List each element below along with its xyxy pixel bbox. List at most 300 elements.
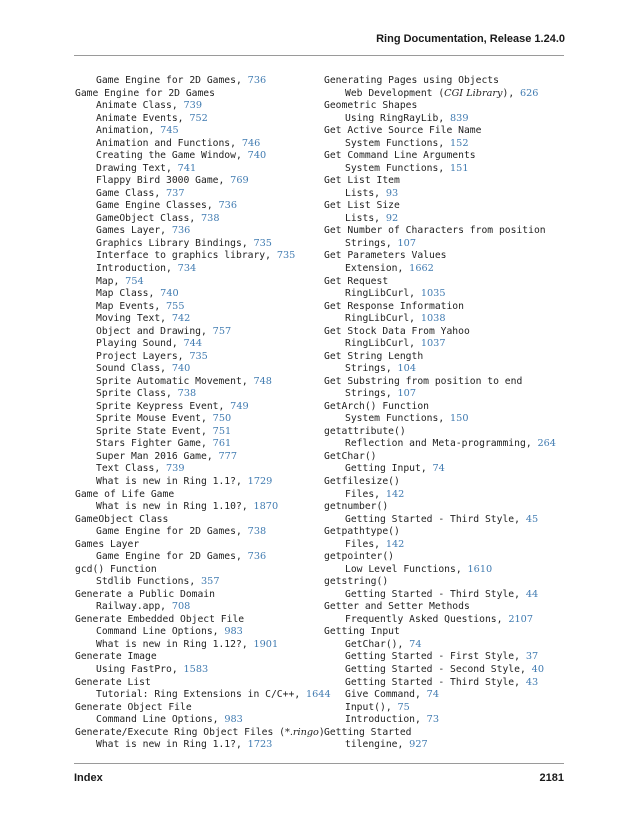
index-entry: [75, 589, 315, 602]
index-subentry: Tutorial: Ring Extensions in C/C++, 1644: [96, 689, 331, 701]
page-link[interactable]: 742: [171, 313, 191, 325]
entry-text: gcd() Function: [75, 563, 157, 575]
entry-text: Animation and Functions: [96, 137, 231, 149]
index-subentry: Lists, 92: [345, 212, 399, 224]
entry-text: Lists: [345, 187, 375, 199]
index-column-right: [324, 75, 569, 752]
index-subentry: Frequently Asked Questions, 2107: [345, 613, 533, 625]
entry-text: Games Layer: [96, 225, 161, 237]
entry-text: Strings: [345, 363, 386, 375]
index-entry: [324, 476, 569, 489]
entry-text: Get List Size: [324, 200, 400, 212]
entry-text: Get Response Information: [324, 300, 464, 312]
entry-text: What is new in Ring 1.1?: [96, 739, 236, 751]
page-link[interactable]: 107: [397, 388, 416, 400]
page-link[interactable]: 708: [171, 601, 191, 613]
index-column-left: [75, 75, 331, 752]
entry-text: Command Line Options: [96, 714, 213, 726]
index-subentry: Command Line Options, 983: [96, 714, 243, 726]
entry-text: Games Layer: [75, 538, 140, 550]
page-link[interactable]: 750: [212, 413, 232, 425]
index-subentry: Strings, 107: [345, 237, 416, 249]
footer-page-number: 2181: [539, 772, 564, 784]
entry-text: Tutorial: Ring Extensions in C/C++: [96, 689, 295, 701]
index-entry: [324, 225, 569, 238]
index-subentry: Using FastPro, 1583: [96, 663, 209, 675]
index-subentry: Object and Drawing, 757: [96, 325, 232, 337]
footer-section: Index: [74, 772, 103, 784]
index-subentry: Sound Class, 740: [96, 363, 191, 375]
index-subentry: Lists, 93: [345, 187, 399, 199]
index-subentry: Animate Events, 752: [96, 112, 208, 124]
entry-text: Getting Started - Third Style: [345, 676, 515, 688]
index-entry: [324, 451, 569, 464]
index-subentry: Railway.app, 708: [96, 601, 191, 613]
index-entry: [75, 539, 315, 552]
index-subentry: Sprite Automatic Movement, 748: [96, 375, 272, 387]
page-link[interactable]: 736: [171, 225, 191, 237]
entry-text: System Functions: [345, 413, 439, 425]
entry-text: Stars Fighter Game: [96, 438, 201, 450]
entry-text: Get Parameters Values: [324, 250, 447, 262]
index-subentry: Map, 754: [96, 275, 144, 287]
page-link[interactable]: 740: [160, 288, 179, 300]
index-entry: [324, 626, 569, 639]
entry-text: Playing Sound: [96, 338, 172, 350]
index-subentry: Sprite Class, 738: [96, 388, 197, 400]
page-link[interactable]: 751: [212, 425, 232, 437]
page-link[interactable]: 357: [201, 576, 220, 588]
page-link[interactable]: 749: [230, 400, 249, 412]
page-link[interactable]: 107: [397, 237, 416, 249]
entry-text: Get Active Source File Name: [324, 125, 482, 137]
index-entry: [75, 489, 315, 502]
entry-text: Sprite Automatic Movement: [96, 375, 242, 387]
entry-text: Animate Class: [96, 100, 172, 112]
index-subentry: Flappy Bird 3000 Game, 769: [96, 175, 249, 187]
index-subentry: Game Engine for 2D Games, 736: [96, 75, 267, 86]
entry-text: Geometric Shapes: [324, 100, 418, 112]
entry-text: Getting Started - First Style: [345, 651, 515, 663]
index-subentry: Creating the Game Window, 740: [96, 150, 267, 162]
page-link[interactable]: 1644: [305, 689, 331, 701]
index-entry: [324, 326, 569, 339]
index-subentry: Stdlib Functions, 357: [96, 576, 220, 588]
index-subentry: Animate Class, 739: [96, 100, 202, 112]
entry-text: Animate Events: [96, 112, 178, 124]
entry-text: Get Command Line Arguments: [324, 150, 476, 162]
index-subentry: What is new in Ring 1.12?, 1901: [96, 638, 279, 650]
index-subentry: Getting Started - First Style, 37: [345, 651, 539, 663]
index-entry: [324, 576, 569, 589]
index-subentry: Extension, 1662: [345, 262, 434, 274]
page-link[interactable]: 738: [201, 212, 220, 224]
page-link[interactable]: 777: [218, 450, 237, 462]
page-link[interactable]: 748: [253, 375, 272, 387]
page-link[interactable]: 1037: [420, 338, 446, 350]
page-link[interactable]: 737: [166, 187, 185, 199]
index-subentry: Animation and Functions, 746: [96, 137, 261, 149]
entry-text: Files: [345, 488, 375, 500]
entry-text: Generate/Execute Ring Object Files (: [75, 726, 285, 738]
entry-text: Interface to graphics library: [96, 250, 266, 262]
page-link[interactable]: 736: [247, 551, 267, 563]
index-subentry: RingLibCurl, 1037: [345, 338, 446, 350]
index-subentry: Sprite Mouse Event, 750: [96, 413, 232, 425]
entry-text: Extension: [345, 262, 398, 274]
index-subentry: Using RingRayLib, 839: [345, 112, 469, 124]
index-entry: [324, 501, 569, 514]
entry-text: getnumber(): [324, 501, 389, 513]
page-link[interactable]: 927: [409, 739, 428, 751]
index-subentry: GetChar(), 74: [345, 638, 422, 650]
page-link[interactable]: 75: [397, 701, 410, 713]
index-subentry: Getting Started - Third Style, 45: [345, 513, 539, 525]
page-link[interactable]: 1723: [247, 739, 273, 751]
page-link[interactable]: 735: [189, 350, 208, 362]
entry-text: Map Events: [96, 300, 155, 312]
page-link[interactable]: 74: [409, 638, 422, 650]
index-subentry: What is new in Ring 1.1?, 1729: [96, 476, 273, 487]
index-subentry: Animation, 745: [96, 125, 179, 137]
index-entry: [324, 150, 569, 163]
page-link[interactable]: 745: [160, 125, 179, 137]
entry-text: Getting Started: [324, 726, 412, 738]
entry-text: Getting Input: [345, 463, 421, 475]
entry-text: Get Request: [324, 275, 389, 287]
entry-text: RingLibCurl: [345, 338, 410, 350]
entry-text-tail: ): [502, 87, 509, 99]
index-entry: [75, 564, 315, 577]
page-link[interactable]: 839: [450, 112, 469, 124]
index-subentry: System Functions, 151: [345, 162, 469, 174]
entry-text: GetChar(): [345, 638, 398, 650]
index-subentry: Getting Input, 74: [345, 463, 445, 475]
page-link[interactable]: 740: [247, 150, 267, 162]
entry-text: Sprite State Event: [96, 425, 201, 437]
index-entry: [324, 526, 569, 539]
entry-text: Game Engine for 2D Games: [96, 551, 236, 563]
page-link[interactable]: 738: [247, 526, 267, 538]
page-link[interactable]: 734: [177, 262, 197, 274]
page-link[interactable]: 1038: [420, 313, 446, 325]
index-subentry: Command Line Options, 983: [96, 626, 243, 638]
page-link[interactable]: 983: [224, 714, 243, 726]
entry-text: Flappy Bird 3000 Game: [96, 175, 219, 187]
entry-text: Get Number of Characters from position: [324, 225, 546, 237]
index-entry: [324, 125, 569, 138]
entry-text: System Functions: [345, 137, 439, 149]
entry-text: Give Command: [345, 689, 415, 701]
index-subentry: Interface to graphics library, 735: [96, 250, 296, 262]
index-entry: [324, 175, 569, 188]
entry-text: Get List Item: [324, 175, 400, 187]
index-subentry: Files, 142: [345, 488, 405, 500]
page-link[interactable]: 735: [276, 250, 296, 262]
entry-text: getattribute(): [324, 425, 406, 437]
entry-text: Get Substring from position to end: [324, 375, 523, 387]
index-entry: [75, 651, 315, 664]
page-link[interactable]: 744: [183, 338, 202, 350]
entry-text: Moving Text: [96, 313, 161, 325]
page-link[interactable]: 769: [230, 175, 249, 187]
entry-text: RingLibCurl: [345, 313, 410, 325]
index-entry: [324, 551, 569, 564]
index-subentry: Games Layer, 736: [96, 225, 191, 237]
entry-text: Creating the Game Window: [96, 150, 236, 162]
page-link[interactable]: 1901: [253, 638, 279, 650]
footer-rule: [74, 763, 564, 764]
entry-text: Using RingRayLib: [345, 112, 439, 124]
page-link[interactable]: 74: [432, 463, 445, 475]
entry-text: Reflection and Meta-programming: [345, 438, 526, 450]
entry-text: Getting Started - Third Style: [345, 588, 515, 600]
entry-text: GetChar(): [324, 450, 377, 462]
entry-text: Game Engine Classes: [96, 200, 207, 212]
entry-text: Generate Image: [75, 651, 157, 663]
entry-text: Game Engine for 2D Games: [75, 87, 215, 99]
entry-text-tail: ): [318, 726, 325, 738]
index-subentry: Game Class, 737: [96, 187, 185, 199]
entry-text: Getfilesize(): [324, 476, 400, 487]
page-link[interactable]: 739: [166, 463, 185, 475]
entry-text: Game Engine for 2D Games: [96, 526, 236, 538]
page-link[interactable]: 37: [525, 651, 539, 663]
index-entry: [324, 727, 569, 740]
page-link[interactable]: 1610: [467, 563, 493, 575]
page-link[interactable]: 104: [397, 363, 416, 375]
entry-text: Web Development (: [345, 87, 445, 99]
index-subentry: Project Layers, 735: [96, 350, 208, 362]
entry-text: Project Layers: [96, 350, 178, 362]
entry-text: getstring(): [324, 576, 389, 588]
entry-text: Sprite Keypress Event: [96, 400, 219, 412]
index-entry: [324, 301, 569, 314]
entry-text: Graphics Library Bindings: [96, 237, 242, 249]
index-subentry: Stars Fighter Game, 761: [96, 438, 232, 450]
page-link[interactable]: 150: [450, 413, 469, 425]
page-link[interactable]: 74: [426, 689, 439, 701]
running-header: Ring Documentation, Release 1.24.0: [376, 33, 565, 45]
index-entry: [324, 426, 569, 439]
index-entry: [324, 601, 569, 614]
page-link[interactable]: 93: [385, 187, 399, 199]
index-subentry: Map Class, 740: [96, 288, 179, 300]
index-subentry: Introduction, 734: [96, 262, 197, 274]
entry-text: What is new in Ring 1.1?: [96, 476, 236, 487]
index-subentry: Game Engine Classes, 736: [96, 200, 237, 212]
entry-text: Frequently Asked Questions: [345, 613, 497, 625]
entry-text: Input(): [345, 701, 386, 713]
index-subentry: Text Class, 739: [96, 463, 185, 475]
entry-text: System Functions: [345, 162, 439, 174]
page-link[interactable]: 739: [183, 100, 202, 112]
entry-text: Low Level Functions: [345, 563, 456, 575]
index-entry: [75, 88, 315, 101]
page-link[interactable]: 736: [218, 200, 237, 212]
index-subentry: Graphics Library Bindings, 735: [96, 237, 272, 249]
entry-text: Generating Pages using Objects: [324, 75, 499, 86]
entry-text: What is new in Ring 1.10?: [96, 501, 242, 513]
entry-text: Game of Life Game: [75, 488, 175, 500]
index-subentry: Getting Started - Third Style, 43: [345, 676, 539, 688]
entry-text: Text Class: [96, 463, 155, 475]
page-link[interactable]: 1035: [420, 288, 446, 300]
entry-text: GetArch() Function: [324, 400, 429, 412]
page-link[interactable]: 264: [537, 438, 556, 450]
entry-text: GameObject Class: [75, 513, 169, 525]
index-subentry: Sprite Keypress Event, 749: [96, 400, 249, 412]
index-entry: [75, 702, 315, 715]
index-subentry: What is new in Ring 1.10?, 1870: [96, 501, 279, 513]
entry-text: Getting Started - Second Style: [345, 663, 520, 675]
entry-text: Introduction: [96, 262, 166, 274]
page-link[interactable]: 626: [519, 87, 539, 99]
entry-italic-text: CGI Library: [444, 87, 503, 99]
entry-italic-text: *.ringo: [284, 726, 319, 738]
index-subentry: Strings, 107: [345, 388, 416, 400]
page-link[interactable]: 142: [385, 488, 405, 500]
entry-text: Map Class: [96, 288, 149, 300]
page-link[interactable]: 736: [247, 75, 267, 86]
entry-text: Sprite Mouse Event: [96, 413, 201, 425]
page-link[interactable]: 1583: [183, 663, 209, 675]
entry-text: Using FastPro: [96, 663, 172, 675]
index-subentry: RingLibCurl, 1035: [345, 288, 446, 300]
index-subentry: RingLibCurl, 1038: [345, 313, 446, 325]
index-subentry: System Functions, 152: [345, 137, 469, 149]
entry-text: Map: [96, 275, 114, 287]
index-entry: [75, 677, 315, 690]
page-link[interactable]: 44: [525, 588, 539, 600]
entry-text: Lists: [345, 212, 375, 224]
page-link[interactable]: 746: [241, 137, 261, 149]
entry-text: Get Stock Data From Yahoo: [324, 325, 470, 337]
index-entry: [324, 100, 569, 113]
page-link[interactable]: 741: [177, 162, 197, 174]
entry-text: Generate List: [75, 676, 151, 688]
index-entry: [75, 514, 315, 527]
entry-text: Railway.app: [96, 601, 161, 613]
page-link[interactable]: 43: [525, 676, 539, 688]
page-link[interactable]: 1870: [253, 501, 279, 513]
page-link[interactable]: 755: [166, 300, 185, 312]
page-link[interactable]: 738: [177, 388, 197, 400]
entry-text: Sprite Class: [96, 388, 166, 400]
entry-text: Get String Length: [324, 350, 424, 362]
index-subentry: Game Engine for 2D Games, 736: [96, 551, 267, 563]
index-subentry: Input(), 75: [345, 701, 410, 713]
entry-text: Getter and Setter Methods: [324, 601, 470, 613]
entry-text: Game Class: [96, 187, 155, 199]
index-subentry: Strings, 104: [345, 363, 416, 375]
page-link[interactable]: 761: [212, 438, 232, 450]
index-subentry: Low Level Functions, 1610: [345, 563, 493, 575]
index-subentry: Reflection and Meta-programming, 264: [345, 438, 556, 450]
index-entry: [75, 726, 325, 740]
entry-text: Files: [345, 538, 375, 550]
page-link[interactable]: 40: [531, 663, 544, 675]
index-subentry: Map Events, 755: [96, 300, 185, 312]
entry-text: Animation: [96, 125, 149, 137]
page-link[interactable]: 151: [450, 162, 469, 174]
page-link[interactable]: 735: [253, 237, 272, 249]
page-link[interactable]: 983: [224, 626, 243, 638]
index-subentry: Getting Started - Third Style, 44: [345, 588, 539, 600]
index-subentry: tilengine, 927: [345, 739, 428, 751]
entry-text: Introduction: [345, 714, 415, 726]
entry-text: GameObject Class: [96, 212, 190, 224]
page-link[interactable]: 1729: [247, 476, 273, 487]
entry-text: Getting Started - Third Style: [345, 513, 515, 525]
entry-text: Strings: [345, 237, 386, 249]
entry-text: Generate Embedded Object File: [75, 613, 245, 625]
index-subentry: Playing Sound, 744: [96, 338, 202, 350]
index-entry: [75, 614, 315, 627]
index-entry: [324, 276, 569, 289]
index-entry: [324, 75, 569, 88]
entry-text: Object and Drawing: [96, 325, 201, 337]
header-rule: [74, 55, 564, 56]
index-entry: [324, 351, 569, 364]
index-subentry: Super Man 2016 Game, 777: [96, 450, 237, 462]
entry-text: Drawing Text: [96, 162, 166, 174]
index-subentry: Files, 142: [345, 538, 405, 550]
index-subentry: Web Development (CGI Library), 626: [345, 87, 539, 99]
page-link[interactable]: 757: [212, 325, 232, 337]
entry-text: Stdlib Functions: [96, 576, 190, 588]
page-link[interactable]: 752: [189, 112, 208, 124]
page-link[interactable]: 142: [385, 538, 405, 550]
entry-text: tilengine: [345, 739, 398, 751]
entry-text: Super Man 2016 Game: [96, 450, 207, 462]
index-subentry: Getting Started - Second Style, 40: [345, 663, 544, 675]
index-entry: [324, 376, 569, 389]
index-subentry: What is new in Ring 1.1?, 1723: [96, 739, 273, 751]
index-subentry: GameObject Class, 738: [96, 212, 220, 224]
entry-text: Strings: [345, 388, 386, 400]
index-subentry: Moving Text, 742: [96, 313, 191, 325]
page-link[interactable]: 754: [125, 275, 144, 287]
entry-text: getpointer(): [324, 551, 394, 563]
index-subentry: Sprite State Event, 751: [96, 425, 232, 437]
entry-text: Game Engine for 2D Games: [96, 75, 236, 86]
index-entry: [324, 401, 569, 414]
entry-text: Generate a Public Domain: [75, 588, 215, 600]
entry-text: What is new in Ring 1.12?: [96, 638, 242, 650]
index-subentry: System Functions, 150: [345, 413, 469, 425]
index-subentry: Drawing Text, 741: [96, 162, 197, 174]
page-link[interactable]: 1662: [409, 262, 434, 274]
index-subentry: Game Engine for 2D Games, 738: [96, 526, 267, 538]
page-link[interactable]: 92: [385, 212, 399, 224]
page-link[interactable]: 2107: [508, 613, 533, 625]
index-subentry: Introduction, 73: [345, 714, 439, 726]
page-link[interactable]: 740: [171, 363, 191, 375]
page-link[interactable]: 152: [450, 137, 469, 149]
entry-text: Getpathtype(): [324, 526, 400, 538]
entry-text: RingLibCurl: [345, 288, 410, 300]
page-link[interactable]: 73: [426, 714, 439, 726]
entry-text: Getting Input: [324, 626, 400, 638]
index-subentry: Give Command, 74: [345, 689, 439, 701]
page-link[interactable]: 45: [525, 513, 539, 525]
entry-text: Command Line Options: [96, 626, 213, 638]
index-entry: [324, 200, 569, 213]
entry-text: Generate Object File: [75, 701, 192, 713]
index-entry: [324, 250, 569, 263]
entry-text: Sound Class: [96, 363, 161, 375]
